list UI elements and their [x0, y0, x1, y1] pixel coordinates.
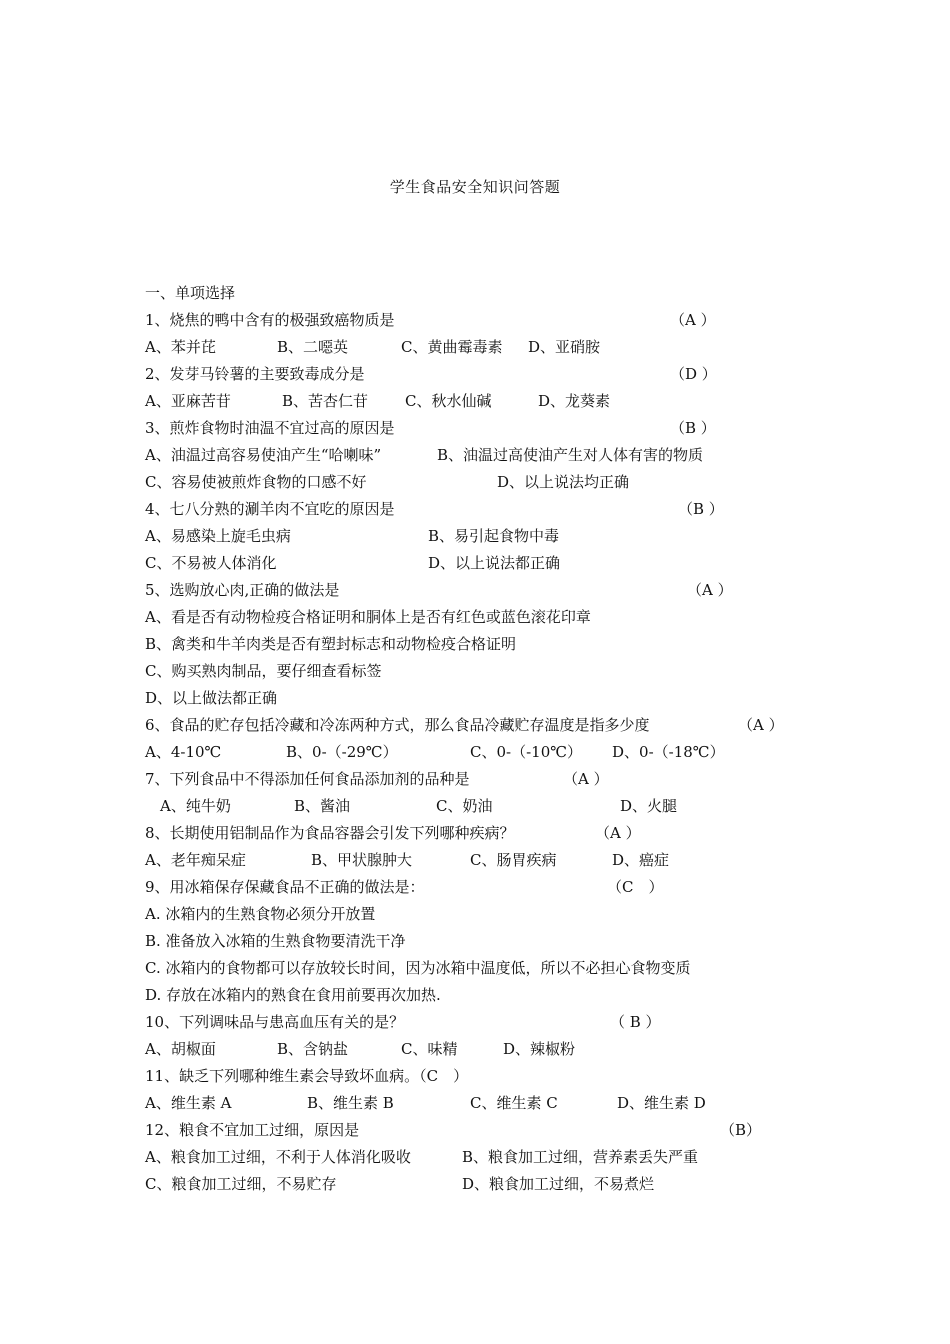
option-9d: D. 存放在冰箱内的熟食在食用前要再次加热. — [145, 986, 441, 1004]
option-b: B、0-（-29℃） — [286, 743, 398, 761]
option-9c: C. 冰箱内的食物都可以存放较长时间，因为冰箱中温度低，所以不必担心食物变质 — [145, 959, 691, 977]
option-5b: B、禽类和牛羊肉类是否有塑封标志和动物检疫合格证明 — [145, 635, 517, 653]
options-7 — [145, 793, 785, 820]
answer-key: （A ） — [595, 824, 641, 842]
option-d: D、龙葵素 — [538, 392, 611, 410]
option-b: B、苦杏仁苷 — [282, 392, 369, 410]
question-12 — [145, 1117, 785, 1144]
option-c: C、味精 — [401, 1040, 458, 1058]
option-c: C、秋水仙碱 — [405, 392, 492, 410]
question-text: 1、烧焦的鸭中含有的极强致癌物质是 — [145, 311, 395, 329]
answer-key: （A ） — [738, 716, 784, 734]
option-a: A、维生素 A — [145, 1094, 232, 1112]
question-text: 5、选购放心肉,正确的做法是 — [145, 581, 340, 599]
options-12b — [145, 1171, 785, 1198]
question-text: 11、缺乏下列哪种维生素会导致坏血病。（C ） — [145, 1067, 469, 1085]
option-b: B、甲状腺肿大 — [311, 851, 413, 869]
option-b: B、二噁英 — [277, 338, 349, 356]
question-2 — [145, 361, 785, 388]
option-d: D、火腿 — [620, 797, 678, 815]
option-d: D、以上说法都正确 — [428, 554, 561, 572]
option-d: D、以上说法均正确 — [497, 473, 630, 491]
option-b: B、油温过高使油产生对人体有害的物质 — [437, 446, 704, 464]
question-6 — [145, 712, 785, 739]
option-b: B、维生素 B — [307, 1094, 394, 1112]
question-text: 2、发芽马铃薯的主要致毒成分是 — [145, 365, 365, 383]
options-11 — [145, 1090, 785, 1117]
page-title: 学生食品安全知识问答题 — [389, 178, 561, 196]
options-3a — [145, 442, 785, 469]
answer-key: （A ） — [687, 581, 733, 599]
option-b: B、酱油 — [294, 797, 351, 815]
question-list — [145, 280, 785, 1198]
option-9a: A. 冰箱内的生熟食物必须分开放置 — [145, 905, 376, 923]
options-4a — [145, 523, 785, 550]
option-c: C、维生素 C — [470, 1094, 558, 1112]
options-12a — [145, 1144, 785, 1171]
question-text: 12、粮食不宜加工过细，原因是 — [145, 1121, 360, 1139]
option-d: D、维生素 D — [617, 1094, 706, 1112]
option-a: A、粮食加工过细，不利于人体消化吸收 — [145, 1148, 411, 1166]
question-10 — [145, 1009, 785, 1036]
question-5 — [145, 577, 785, 604]
answer-key: （B ） — [678, 500, 724, 518]
question-text: 8、长期使用铝制品作为食品容器会引发下列哪种疾病？ — [145, 824, 515, 842]
question-text: 9、用冰箱保存保藏食品不正确的做法是： — [145, 878, 425, 896]
question-text: 3、煎炸食物时油温不宜过高的原因是 — [145, 419, 395, 437]
answer-key: （A ） — [563, 770, 609, 788]
option-a: A、4-10℃ — [145, 743, 222, 761]
options-10 — [145, 1036, 785, 1063]
answer-key: （B） — [720, 1121, 762, 1139]
option-c: C、奶油 — [436, 797, 493, 815]
option-d: D、0-（-18℃） — [612, 743, 725, 761]
option-a: A、易感染上旋毛虫病 — [145, 527, 291, 545]
answer-key: （C ） — [607, 878, 664, 896]
option-c: C、黄曲霉毒素 — [401, 338, 503, 356]
option-d: D、辣椒粉 — [503, 1040, 576, 1058]
options-2 — [145, 388, 785, 415]
option-b: B、粮食加工过细，营养素丢失严重 — [462, 1148, 699, 1166]
answer-key: （B ） — [670, 419, 716, 437]
option-c: C、肠胃疾病 — [470, 851, 557, 869]
answer-key: （A ） — [670, 311, 716, 329]
option-a: A、亚麻苦苷 — [145, 392, 231, 410]
option-d: D、癌症 — [612, 851, 670, 869]
option-a: A、老年痴呆症 — [145, 851, 246, 869]
question-8 — [145, 820, 785, 847]
option-c: C、不易被人体消化 — [145, 554, 277, 572]
question-4 — [145, 496, 785, 523]
option-c: C、容易使被煎炸食物的口感不好 — [145, 473, 367, 491]
options-3b — [145, 469, 785, 496]
option-5d: D、以上做法都正确 — [145, 689, 278, 707]
option-d: D、亚硝胺 — [528, 338, 601, 356]
option-9b: B. 准备放入冰箱的生熟食物要清洗干净 — [145, 932, 406, 950]
question-text: 6、食品的贮存包括冷藏和冷冻两种方式，那么食品冷藏贮存温度是指多少度 — [145, 716, 650, 734]
question-11 — [145, 1063, 785, 1090]
options-6 — [145, 739, 785, 766]
option-c: C、粮食加工过细，不易贮存 — [145, 1175, 337, 1193]
options-4b — [145, 550, 785, 577]
answer-key: （ B ） — [610, 1013, 661, 1031]
question-text: 4、七八分熟的涮羊肉不宜吃的原因是 — [145, 500, 395, 518]
option-5a: A、看是否有动物检疫合格证明和胴体上是否有红色或蓝色滚花印章 — [145, 608, 591, 626]
question-7 — [145, 766, 785, 793]
option-5c: C、购买熟肉制品，要仔细查看标签 — [145, 662, 382, 680]
option-d: D、粮食加工过细，不易煮烂 — [462, 1175, 655, 1193]
options-8 — [145, 847, 785, 874]
option-a: A、纯牛奶 — [160, 797, 231, 815]
question-1 — [145, 307, 785, 334]
section-heading: 一、单项选择 — [145, 284, 236, 302]
question-3 — [145, 415, 785, 442]
answer-key: （D ） — [670, 365, 717, 383]
option-b: B、易引起食物中毒 — [428, 527, 560, 545]
option-a: A、油温过高容易使油产生“哈喇味” — [145, 446, 382, 464]
option-a: A、胡椒面 — [145, 1040, 216, 1058]
options-1 — [145, 334, 785, 361]
option-c: C、0-（-10℃） — [470, 743, 583, 761]
question-text: 7、下列食品中不得添加任何食品添加剂的品种是 — [145, 770, 470, 788]
question-9 — [145, 874, 785, 901]
option-a: A、苯并芘 — [145, 338, 216, 356]
option-b: B、含钠盐 — [277, 1040, 349, 1058]
question-text: 10、下列调味品与患高血压有关的是？ — [145, 1013, 405, 1031]
